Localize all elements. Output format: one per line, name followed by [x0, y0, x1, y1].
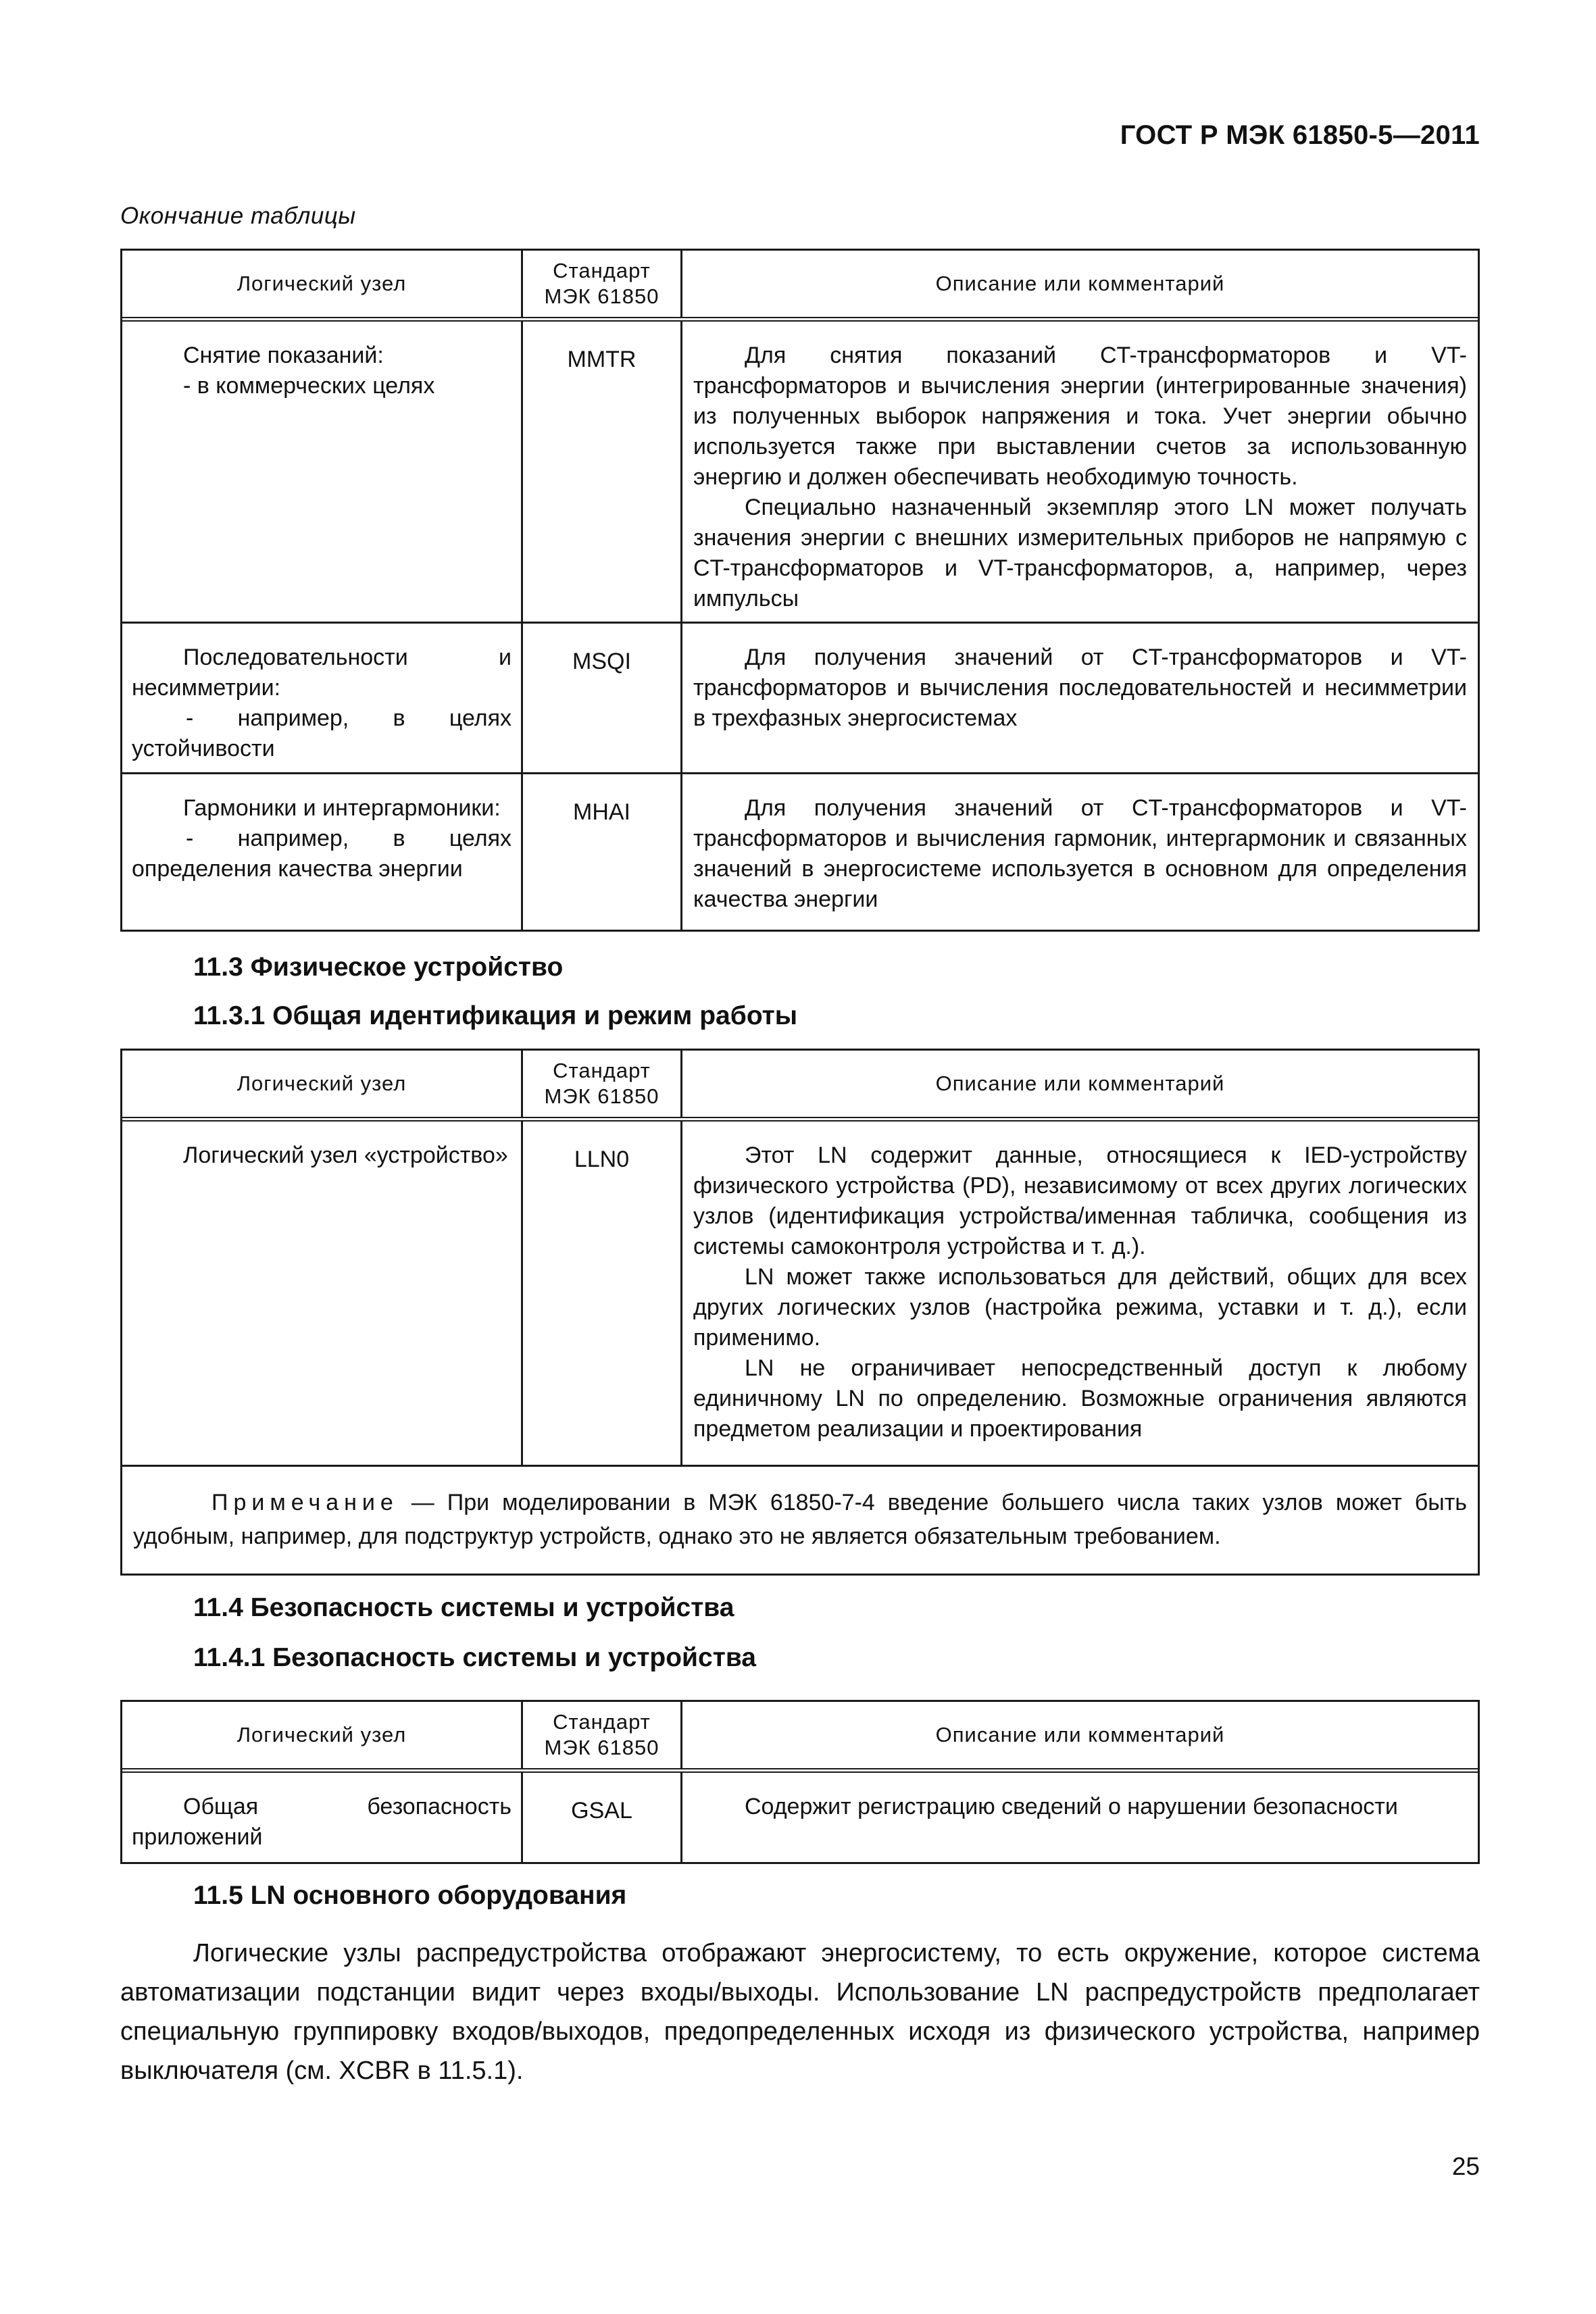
node-purpose: - например, в целях определения качества энергии — [132, 826, 512, 882]
table-physical-device — [120, 1049, 1480, 1576]
node-name: Гармоники и интергармоники: — [183, 795, 501, 821]
node-description — [680, 322, 1478, 624]
table-row — [122, 1773, 1478, 1862]
node-code: MSQI — [521, 624, 680, 774]
document-id-header: ГОСТ Р МЭК 61850-5—2011 — [1120, 120, 1480, 150]
header-standard — [521, 251, 680, 317]
header-logical-node: Логический узел — [236, 1072, 407, 1095]
table-measurements — [120, 249, 1480, 932]
section-heading: 11.4.1 Безопасность системы и устройства — [193, 1643, 756, 1672]
node-name: Логический узел «устройство» — [183, 1142, 508, 1168]
node-cell — [122, 624, 521, 774]
section-heading: 11.3.1 Общая идентификация и режим работы — [193, 1001, 798, 1030]
node-code: MMTR — [521, 322, 680, 624]
description-paragraph: Содержит регистрацию сведений о нарушении безопасности — [745, 1794, 1398, 1819]
node-name: Снятие показаний: — [183, 343, 384, 368]
header-standard-line1: Стандарт — [553, 1059, 651, 1082]
section-heading: 11.3 Физическое устройство — [193, 953, 564, 982]
node-cell — [122, 322, 521, 624]
header-description: Описание или комментарий — [680, 251, 1478, 317]
header-standard-line1: Стандарт — [553, 1710, 651, 1734]
node-description — [680, 774, 1478, 930]
node-purpose: - в коммерческих целях — [183, 373, 435, 399]
node-code: MHAI — [521, 774, 680, 930]
table-header-row — [122, 1702, 1478, 1773]
header-standard-line2: МЭК 61850 — [544, 1084, 659, 1108]
node-description — [680, 1122, 1478, 1465]
header-standard-line2: МЭК 61850 — [544, 284, 659, 308]
node-name: Общая безопасность приложений — [132, 1794, 512, 1850]
header-standard — [521, 1051, 680, 1117]
table-header-row — [122, 251, 1478, 322]
node-cell — [122, 1122, 521, 1465]
description-paragraph: LN может также использоваться для действий, общих для всех других логических узлов (настройка режима, уставки и т. д.), если применимо. — [693, 1264, 1467, 1351]
node-cell — [122, 774, 521, 930]
table-row — [122, 774, 1478, 930]
note-text: — При моделировании в МЭК 61850-7-4 введение большего числа таких узлов может быть удобным, например, для подструктур устройств, однако это не является обязательным требованием. — [133, 1490, 1467, 1549]
header-standard-line1: Стандарт — [553, 259, 651, 282]
description-paragraph: Для получения значений от CT-трансформаторов и VT-трансформаторов и вычисления последовательностей и несимметрии в трехфазных энергосистемах — [693, 645, 1467, 731]
node-description — [680, 1773, 1478, 1862]
table-security — [120, 1700, 1480, 1864]
node-code: GSAL — [521, 1773, 680, 1862]
header-description: Описание или комментарий — [680, 1051, 1478, 1117]
description-paragraph: Специально назначенный экземпляр этого LN может получать значения энергии с внешних измерительных приборов не напрямую с CT-трансформаторов и VT-трансформаторов, а, например, через импульсы — [693, 495, 1467, 611]
section-heading: 11.4 Безопасность системы и устройства — [193, 1593, 734, 1622]
description-paragraph: Этот LN содержит данные, относящиеся к IED-устройству физического устройства (PD), независимому от всех других логических узлов (идентификация устройства/именная табличка, сообщения из системы самоконтроля устройства и т. д.). — [693, 1142, 1467, 1259]
header-description: Описание или комментарий — [680, 1702, 1478, 1768]
page-number: 25 — [1451, 2153, 1480, 2180]
header-logical-node: Логический узел — [236, 1723, 407, 1746]
node-code: LLN0 — [521, 1122, 680, 1465]
table-row — [122, 624, 1478, 774]
header-logical-node: Логический узел — [236, 272, 407, 295]
description-paragraph: LN не ограничивает непосредственный доступ к любому единичному LN по определению. Возможные ограничения являются предметом реализации и проектирования — [693, 1355, 1467, 1442]
table-header-row — [122, 1051, 1478, 1122]
node-purpose: - например, в целях устойчивости — [132, 705, 512, 761]
body-paragraph: Логические узлы распредустройства отображают энергосистему, то есть окружение, которое система автоматизации подстанции видит через входы/выходы. Использование LN распредустройств предполагает специальную группировку входов/выходов, предопределенных исходя из физического устройства, например выключателя (см. XCBR в 11.5.1). — [120, 1939, 1480, 2085]
description-paragraph: Для получения значений от CT-трансформаторов и VT-трансформаторов и вычисления гармоник, интергармоник и связанных значений в энергосистеме используется в основном для определения качества энергии — [693, 795, 1467, 912]
note-label: Примечание — [211, 1490, 399, 1515]
node-name: Последовательности и несимметрии: — [132, 645, 512, 701]
table-caption: Окончание таблицы — [120, 203, 356, 229]
table-note — [122, 1467, 1478, 1574]
header-standard-line2: МЭК 61850 — [544, 1736, 659, 1759]
header-standard — [521, 1702, 680, 1768]
table-row — [122, 322, 1478, 624]
table-row — [122, 1122, 1478, 1467]
description-paragraph: Для снятия показаний CT-трансформаторов и VT-трансформаторов и вычисления энергии (интегрированные значения) из полученных выборок напряжения и тока. Учет энергии обычно используется также при выставлении счетов за использованную энергию и должен обеспечивать необходимую точность. — [693, 343, 1467, 490]
node-cell — [122, 1773, 521, 1862]
section-heading: 11.5 LN основного оборудования — [193, 1881, 627, 1910]
node-description — [680, 624, 1478, 774]
